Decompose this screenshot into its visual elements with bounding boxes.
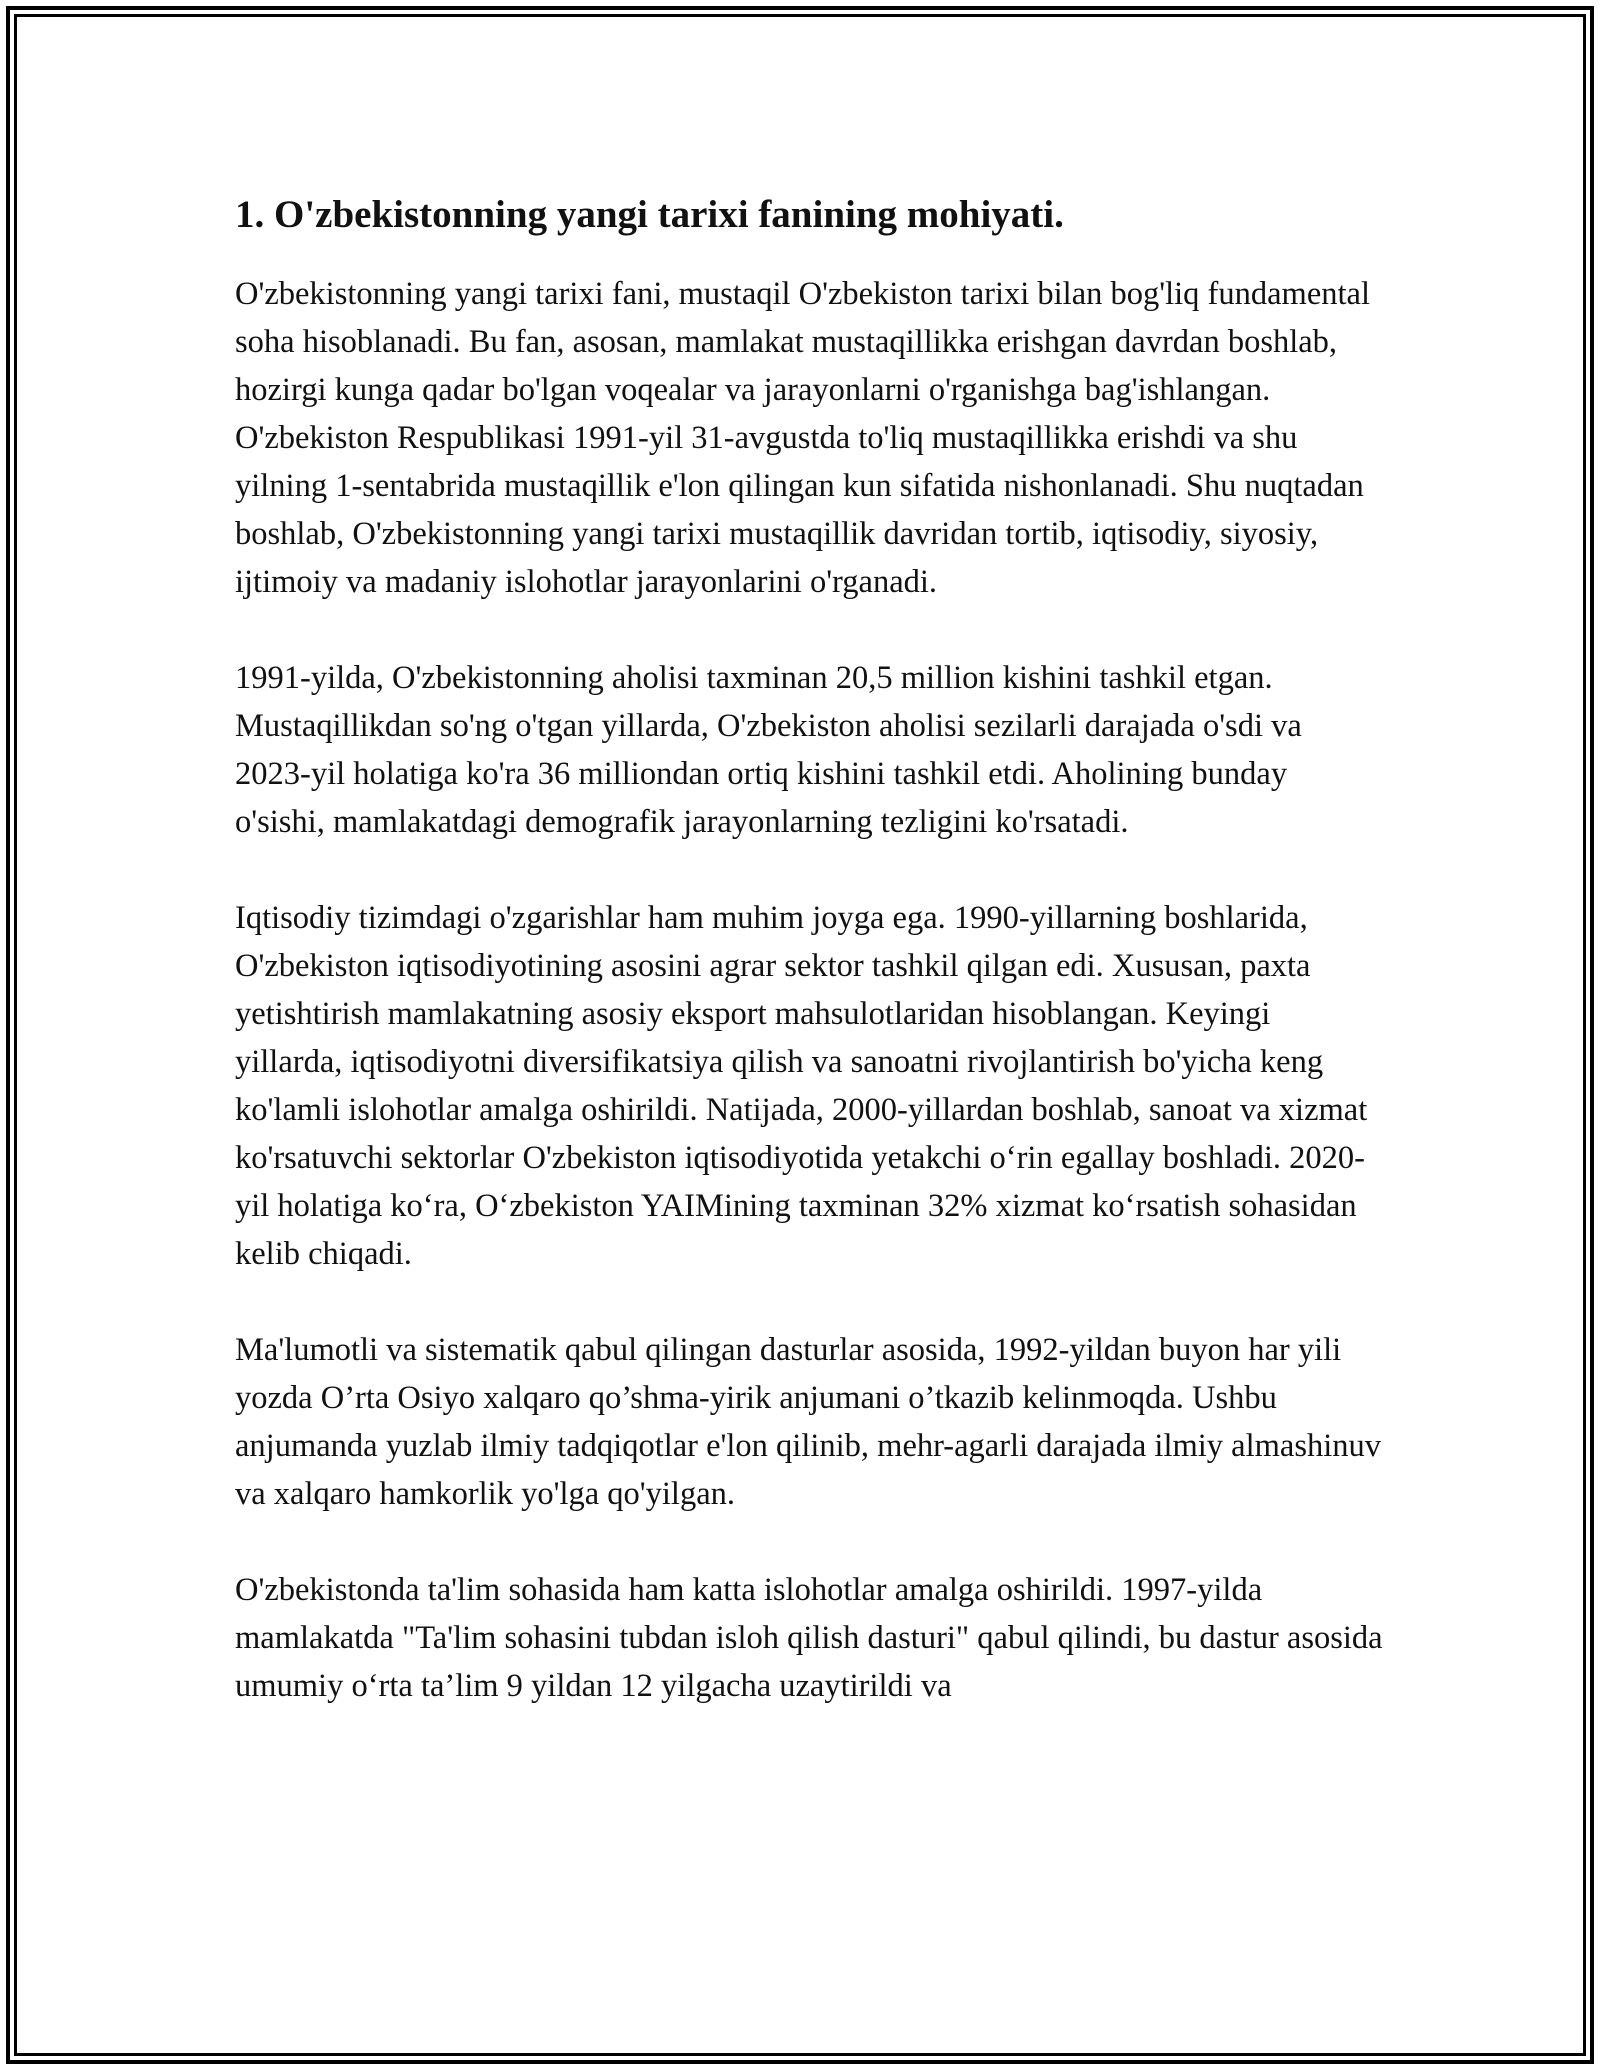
- section-heading: 1. O'zbekistonning yangi tarixi fanining mohiyati.: [235, 193, 1064, 236]
- paragraph-population: 1991-yilda, O'zbekistonning aholisi taxminan 20,5 million kishini tashkil etgan. Mustaqillikdan so'ng o'tgan yillarda, O'zbekiston aholisi sezilarli darajada o'sdi va 2023-yil holatiga ko'ra 36 milliondan ortiq kishini tashkil etdi. Aholining bunday o'sishi, mamlakatdagi demografik jarayonlarning tezligini ko'rsatadi.: [235, 660, 1302, 840]
- paragraph-education: O'zbekistonda ta'lim sohasida ham katta islohotlar amalga oshirildi. 1997-yilda mamlakatda "Ta'lim sohasini tubdan isloh qilish dasturi" qabul qilindi, bu dastur asosida umumiy o‘rta ta’lim 9 yildan 12 yilgacha uzaytirildi va: [235, 1572, 1383, 1704]
- paragraph-conference: Ma'lumotli va sistematik qabul qilingan dasturlar asosida, 1992-yildan buyon har yili yozda O’rta Osiyo xalqaro qo’shma-yirik anjumani o’tkazib kelinmoqda. Ushbu anjumanda yuzlab ilmiy tadqiqotlar e'lon qilinib, mehr-agarli darajada ilmiy almashinuv va xalqaro hamkorlik yo'lga qo'yilgan.: [235, 1332, 1381, 1512]
- document-body: [235, 188, 1385, 1710]
- paragraph-intro: O'zbekistonning yangi tarixi fani, mustaqil O'zbekiston tarixi bilan bog'liq fundamental soha hisoblanadi. Bu fan, asosan, mamlakat mustaqillikka erishgan davrdan boshlab, hozirgi kunga qadar bo'lgan voqealar va jarayonlarni o'rganishga bag'ishlangan. O'zbekiston Respublikasi 1991-yil 31-avgustda to'liq mustaqillikka erishdi va shu yilning 1-sentabrida mustaqillik e'lon qilingan kun sifatida nishonlanadi. Shu nuqtadan boshlab, O'zbekistonning yangi tarixi mustaqillik davridan tortib, iqtisodiy, siyosiy, ijtimoiy va madaniy islohotlar jarayonlarini o'rganadi.: [235, 276, 1370, 600]
- paragraph-economy: Iqtisodiy tizimdagi o'zgarishlar ham muhim joyga ega. 1990-yillarning boshlarida, O'zbekiston iqtisodiyotining asosini agrar sektor tashkil qilgan edi. Xususan, paxta yetishtirish mamlakatning asosiy eksport mahsulotlaridan hisoblangan. Keyingi yillarda, iqtisodiyotni diversifikatsiya qilish va sanoatni rivojlantirish bo'yicha keng ko'lamli islohotlar amalga oshirildi. Natijada, 2000-yillardan boshlab, sanoat va xizmat ko'rsatuvchi sektorlar O'zbekiston iqtisodiyotida yetakchi o‘rin egallay boshladi. 2020-yil holatiga ko‘ra, O‘zbekiston YAIMining taxminan 32% xizmat ko‘rsatish sohasidan kelib chiqadi.: [235, 900, 1368, 1272]
